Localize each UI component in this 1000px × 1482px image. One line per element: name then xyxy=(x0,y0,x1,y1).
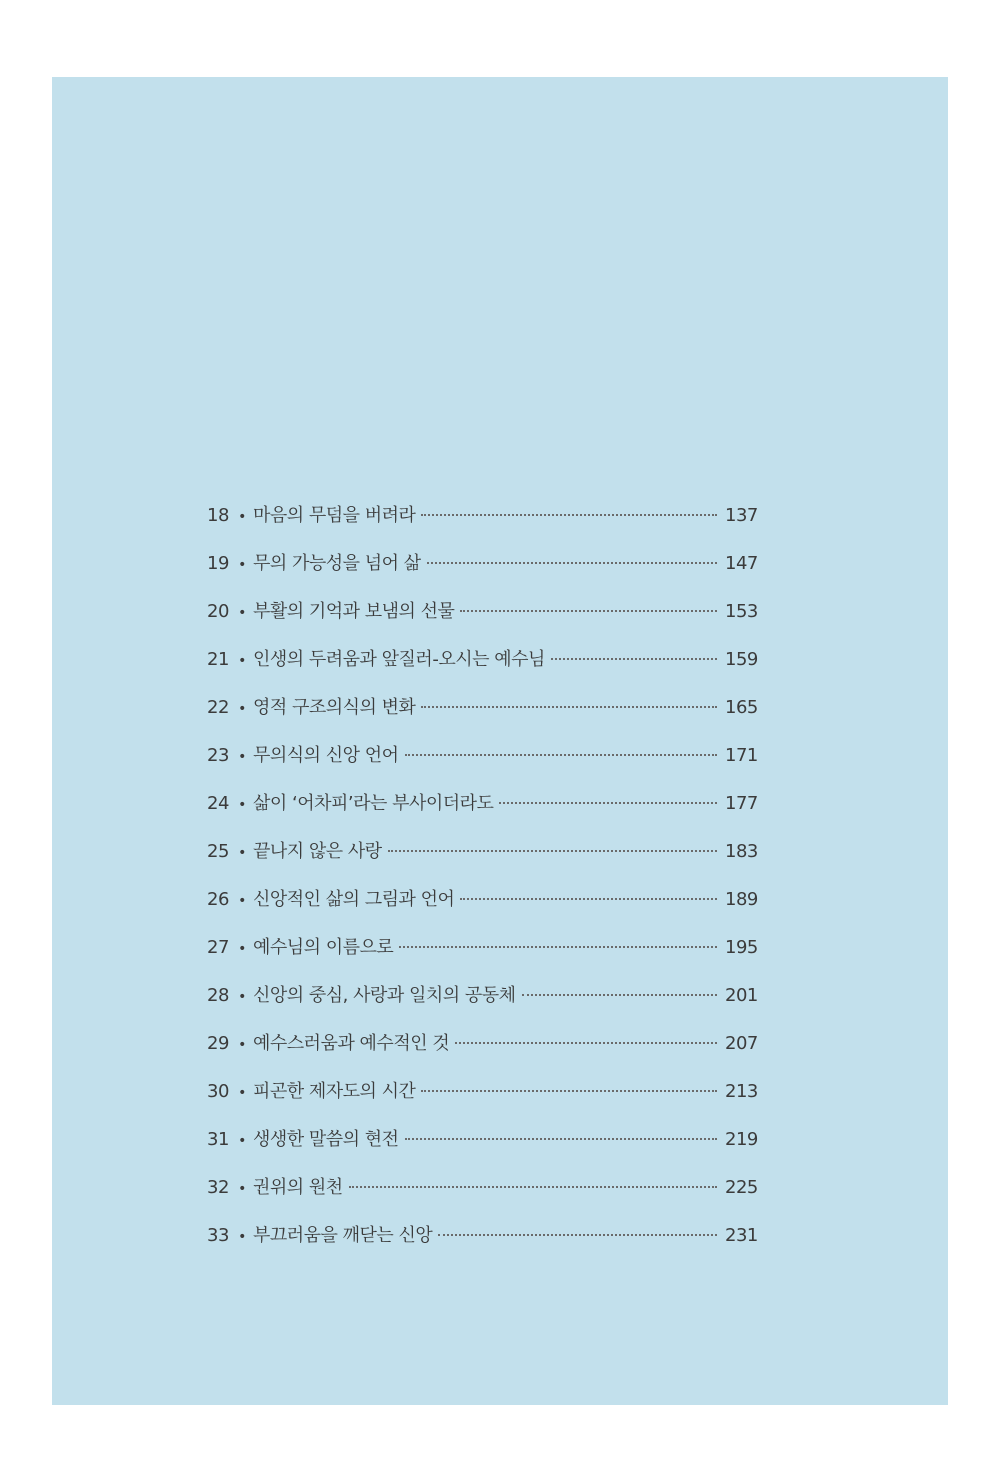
toc-entry-number: 23 xyxy=(207,745,229,766)
toc-entry-page: 189 xyxy=(725,889,758,910)
bullet-icon: • xyxy=(238,797,246,813)
toc-entry[interactable] xyxy=(207,597,757,645)
toc-entry[interactable] xyxy=(207,549,757,597)
bullet-icon: • xyxy=(238,1085,246,1101)
toc-entry-title: 부활의 기억과 보냄의 선물 xyxy=(253,601,455,622)
bullet-icon: • xyxy=(238,557,246,573)
toc-entry-page: 201 xyxy=(725,985,758,1006)
toc-entry-title: 생생한 말씀의 현전 xyxy=(253,1129,399,1150)
bullet-icon: • xyxy=(238,845,246,861)
toc-entry-page: 165 xyxy=(725,697,758,718)
toc-entry-page: 183 xyxy=(725,841,758,862)
toc-entry-number: 30 xyxy=(207,1081,229,1102)
bullet-icon: • xyxy=(238,653,246,669)
bullet-icon: • xyxy=(238,1037,246,1053)
toc-entry-page: 159 xyxy=(725,649,758,670)
dot-leader xyxy=(460,610,717,612)
toc-entry[interactable] xyxy=(207,837,757,885)
dot-leader xyxy=(399,946,717,948)
bullet-icon: • xyxy=(238,893,246,909)
bullet-icon: • xyxy=(238,509,246,525)
toc-entry[interactable] xyxy=(207,981,757,1029)
toc-entry-title: 끝나지 않은 사랑 xyxy=(253,841,382,862)
toc-entry-number: 28 xyxy=(207,985,229,1006)
toc-entry-number: 18 xyxy=(207,505,229,526)
toc-entry-number: 26 xyxy=(207,889,229,910)
toc-entry[interactable] xyxy=(207,1077,757,1125)
toc-entry-title: 인생의 두려움과 앞질러-오시는 예수님 xyxy=(253,649,545,670)
toc-entry-page: 231 xyxy=(725,1225,758,1246)
toc-entry-number: 31 xyxy=(207,1129,229,1150)
toc-entry-page: 171 xyxy=(725,745,758,766)
dot-leader xyxy=(405,1138,717,1140)
toc-entry[interactable] xyxy=(207,1173,757,1221)
bullet-icon: • xyxy=(238,1133,246,1149)
toc-entry-number: 20 xyxy=(207,601,229,622)
dot-leader xyxy=(405,754,717,756)
toc-entry-page: 207 xyxy=(725,1033,758,1054)
toc-entry[interactable] xyxy=(207,1125,757,1173)
toc-entry[interactable] xyxy=(207,645,757,693)
toc-entry-number: 24 xyxy=(207,793,229,814)
toc-entry-title: 예수님의 이름으로 xyxy=(253,937,394,958)
toc-entry[interactable] xyxy=(207,789,757,837)
dot-leader xyxy=(551,658,717,660)
toc-entry-number: 33 xyxy=(207,1225,229,1246)
toc-entry[interactable] xyxy=(207,741,757,789)
toc-entry-page: 153 xyxy=(725,601,758,622)
bullet-icon: • xyxy=(238,989,246,1005)
dot-leader xyxy=(522,994,717,996)
bullet-icon: • xyxy=(238,1181,246,1197)
dot-leader xyxy=(438,1234,717,1236)
toc-entry-title: 부끄러움을 깨닫는 신앙 xyxy=(253,1225,433,1246)
toc-entry-page: 225 xyxy=(725,1177,758,1198)
dot-leader xyxy=(460,898,717,900)
toc-entry-title: 무의식의 신앙 언어 xyxy=(253,745,399,766)
toc-entry-page: 195 xyxy=(725,937,758,958)
toc-entry-title: 영적 구조의식의 변화 xyxy=(253,697,416,718)
dot-leader xyxy=(455,1042,717,1044)
toc-entry-number: 32 xyxy=(207,1177,229,1198)
toc-entry-page: 137 xyxy=(725,505,758,526)
toc-entry-page: 147 xyxy=(725,553,758,574)
toc-entry-title: 권위의 원천 xyxy=(253,1177,343,1198)
toc-entry-title: 예수스러움과 예수적인 것 xyxy=(253,1033,450,1054)
toc-entry[interactable] xyxy=(207,933,757,981)
bullet-icon: • xyxy=(238,605,246,621)
toc-entry-title: 신앙적인 삶의 그림과 언어 xyxy=(253,889,455,910)
toc-entry[interactable] xyxy=(207,885,757,933)
toc-entry-page: 219 xyxy=(725,1129,758,1150)
dot-leader xyxy=(388,850,717,852)
bullet-icon: • xyxy=(238,1229,246,1245)
toc-entry-number: 22 xyxy=(207,697,229,718)
toc-entry-number: 21 xyxy=(207,649,229,670)
toc-entry[interactable] xyxy=(207,1221,757,1269)
toc-entry[interactable] xyxy=(207,1029,757,1077)
toc-entry-number: 29 xyxy=(207,1033,229,1054)
toc-entry-number: 27 xyxy=(207,937,229,958)
toc-entry-title: 피곤한 제자도의 시간 xyxy=(253,1081,416,1102)
dot-leader xyxy=(421,1090,717,1092)
bullet-icon: • xyxy=(238,941,246,957)
toc-entry-title: 마음의 무덤을 버려라 xyxy=(253,505,416,526)
bullet-icon: • xyxy=(238,701,246,717)
toc-entry-number: 25 xyxy=(207,841,229,862)
toc-entry[interactable] xyxy=(207,693,757,741)
toc-entry[interactable] xyxy=(207,501,757,549)
toc-entry-page: 177 xyxy=(725,793,758,814)
dot-leader xyxy=(427,562,717,564)
toc-entry-title: 삶이 ‘어차피’라는 부사이더라도 xyxy=(253,793,494,814)
toc-entry-title: 신앙의 중심, 사랑과 일치의 공동체 xyxy=(253,985,516,1006)
dot-leader xyxy=(421,706,717,708)
dot-leader xyxy=(499,802,717,804)
table-of-contents xyxy=(207,501,757,1269)
toc-entry-page: 213 xyxy=(725,1081,758,1102)
bullet-icon: • xyxy=(238,749,246,765)
toc-entry-number: 19 xyxy=(207,553,229,574)
dot-leader xyxy=(349,1186,717,1188)
toc-entry-title: 무의 가능성을 넘어 삶 xyxy=(253,553,421,574)
dot-leader xyxy=(421,514,717,516)
